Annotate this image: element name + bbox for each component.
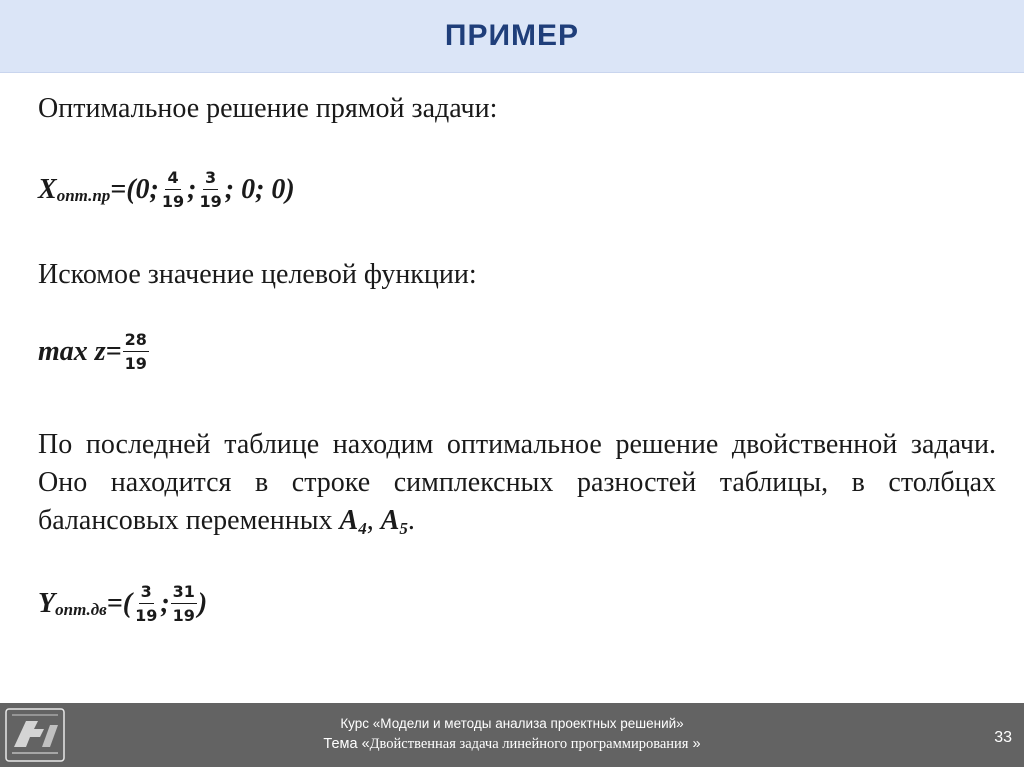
- formula-x-optimal: [38, 168, 295, 211]
- formula-max-z: [38, 330, 150, 373]
- paragraph-primal-solution: Оптимальное решение прямой задачи:: [38, 93, 498, 124]
- fraction-numerator: 3: [139, 582, 154, 604]
- footer-topic: Двойственная задача линейного программирования: [369, 736, 689, 752]
- formula-x-var: X: [38, 173, 57, 205]
- footer-course: Курс «Модели и методы анализа проектных решений»: [340, 716, 684, 731]
- slide-footer: [0, 703, 1024, 767]
- footer-topic-prefix: Тема «: [323, 736, 370, 752]
- variable-a5: [381, 505, 408, 536]
- fraction-4-19: [160, 168, 186, 211]
- fraction-numerator: 31: [171, 582, 197, 604]
- fraction-numerator: 3: [203, 168, 218, 190]
- paragraph-end: .: [407, 505, 415, 536]
- formula-y-separator: ;: [160, 587, 170, 619]
- fraction-denominator: 19: [172, 606, 195, 625]
- formula-y-subscript: опт.дв: [55, 599, 107, 619]
- paragraph-dual-text: По последней таблице находим оптимальное решение двойственной задачи. Оно находится в строке симплексных разностей таблицы, в столбцах балансовых переменных: [38, 429, 996, 536]
- variable-a4-subscript: 4: [358, 519, 367, 538]
- formula-x-separator: ;: [187, 173, 197, 205]
- variable-a5-letter: A: [380, 505, 400, 536]
- formula-y-optimal: [38, 582, 207, 625]
- fraction-denominator: 19: [199, 192, 222, 211]
- fraction-denominator: 19: [135, 606, 158, 625]
- slide-title: ПРИМЕР: [444, 19, 580, 52]
- paragraph-objective-value: Искомое значение целевой функции:: [38, 259, 477, 290]
- footer-caption: [0, 715, 1024, 754]
- formula-z-prefix: max z=: [38, 335, 122, 367]
- variable-a4: [340, 505, 367, 536]
- variable-a5-subscript: 5: [399, 519, 408, 538]
- fraction-denominator: 19: [161, 192, 185, 211]
- formula-x-open: =(0;: [110, 173, 159, 205]
- paragraph-comma: ,: [366, 505, 374, 536]
- fraction-3-19: [133, 582, 159, 625]
- fraction-3-19: [197, 168, 223, 211]
- page-number: 33: [994, 729, 1012, 746]
- formula-y-var: Y: [38, 587, 56, 619]
- fraction-numerator: 4: [165, 168, 180, 190]
- formula-x-close: ; 0; 0): [224, 173, 295, 205]
- fraction-28-19: [123, 330, 149, 373]
- fraction-31-19: [171, 582, 197, 625]
- fraction-denominator: 19: [124, 354, 147, 373]
- formula-x-subscript: опт.пр: [56, 185, 111, 205]
- fraction-numerator: 28: [123, 330, 149, 352]
- footer-topic-suffix: »: [688, 736, 701, 752]
- variable-a4-letter: A: [339, 505, 359, 536]
- formula-y-open: =(: [106, 587, 133, 619]
- paragraph-dual-solution: [38, 426, 996, 543]
- slide-header: [0, 0, 1024, 73]
- formula-y-close: ): [197, 587, 208, 619]
- footer-topic-line: [0, 734, 1024, 754]
